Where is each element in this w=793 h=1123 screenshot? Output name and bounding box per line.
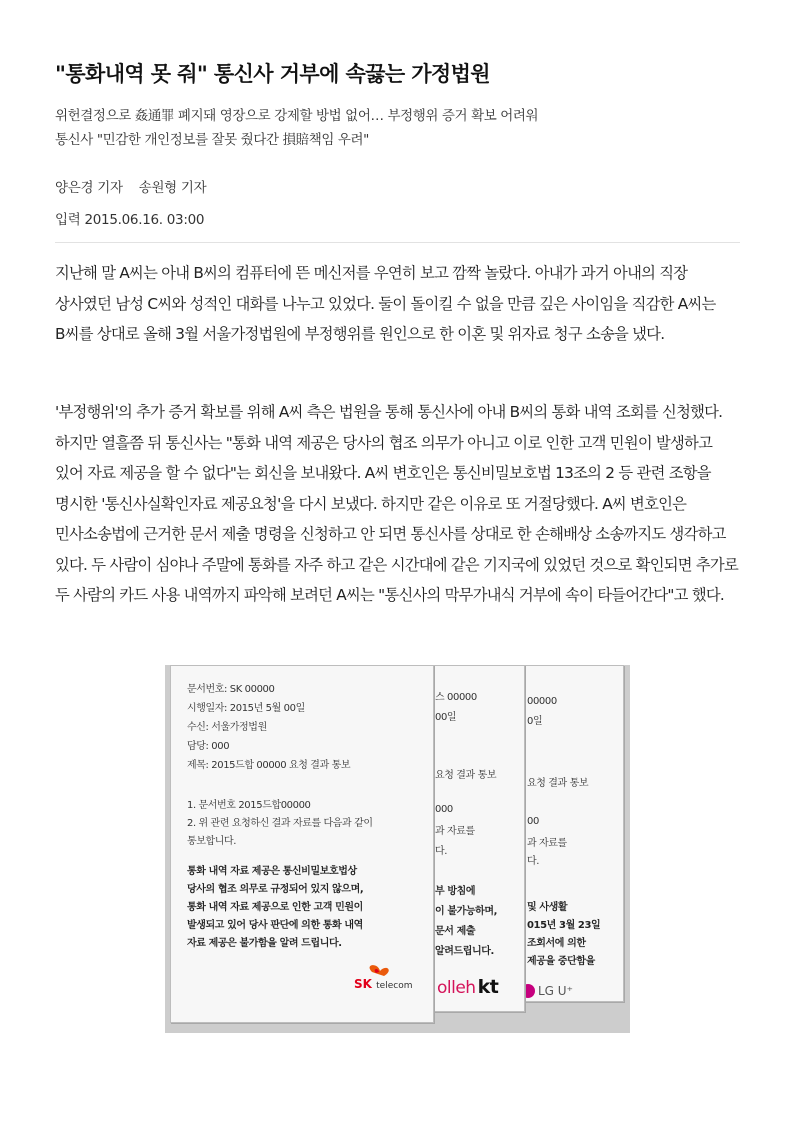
doc-bold-line: 알려드립니다.	[435, 946, 494, 957]
doc-line: 다.	[527, 856, 540, 867]
lg-uplus-document	[510, 665, 624, 1002]
doc-item-line: 통보합니다.	[187, 836, 237, 847]
doc-bold-line: 문서 제출	[435, 926, 476, 937]
author-link[interactable]: 양은경 기자	[55, 180, 123, 196]
doc-bold-line: 통화 내역 자료 제공은 통신비밀보호법상	[187, 866, 357, 877]
doc-line: 과 자료를	[527, 838, 567, 849]
doc-bold-line: 이 불가능하며,	[435, 906, 498, 917]
doc-bold-line: 통화 내역 자료 제공으로 인한 고객 민원이	[187, 902, 363, 913]
sk-telecom-document	[170, 665, 434, 1023]
sk-telecom-logo	[354, 962, 424, 992]
subheadline: 통신사 "민감한 개인정보를 잘못 줬다간 損賠책임 우려"	[55, 132, 369, 148]
divider	[55, 242, 740, 243]
olleh-kt-logo: olleh kt	[437, 976, 499, 998]
doc-header-line: 문서번호: SK 00000	[187, 684, 275, 695]
doc-bold-line: 발생되고 있어 당사 판단에 의한 통화 내역	[187, 920, 363, 931]
doc-bold-line: 당사의 협조 의무로 규정되어 있지 않으며,	[187, 884, 364, 895]
doc-bold-line: 015년 3월 23일	[527, 920, 601, 931]
doc-line: 다.	[435, 846, 448, 857]
doc-bold-line: 제공을 중단함을	[527, 956, 595, 967]
doc-line: 00일	[435, 712, 457, 723]
doc-bold-line: 부 방침에	[435, 886, 476, 897]
doc-bold-line: 조회서에 의한	[527, 938, 586, 949]
doc-header-line: 담당: 000	[187, 741, 230, 752]
doc-item-line: 1. 문서번호 2015드합00000	[187, 800, 311, 811]
doc-line: 00000	[527, 696, 557, 707]
article-paragraph: '부정행위'의 추가 증거 확보를 위해 A씨 측은 법원을 통해 통신사에 아내 B씨의 통화 내역 조회를 신청했다. 하지만 열흘쯤 뒤 통신사는 "통화 내역 제공은 당사의 협조 의무가 아니고 이로 인한 고객 민원이 발생하고 있어 자료 제공을 할 수 없다"는 회신을 보내왔다. A씨 변호인은 통신비밀보호법 13조의 2 등 관련 조항을 명시한 '통신사실확인자료 제공요청'을 다시 보냈다. 하지만 같은 이유로 또 거절당했다. A씨 변호인은 민사소송법에 근거한 문서 제출 명령을 신청하고 안 되면 통신사를 상대로 한 손해배상 소송까지도 생각하고 있다. 두 사람이 심야나 주말에 통화를 자주 하고 같은 시간대에 같은 기지국에 있었던 것으로 확인되면 추가로 두 사람의 카드 사용 내역까지 파악해 보려던 A씨는 "통신사의 막무가내식 거부에 속이 타들어간다"고 했다.	[55, 403, 738, 604]
article-paragraph: 지난해 말 A씨는 아내 B씨의 컴퓨터에 뜬 메신저를 우연히 보고 깜짝 놀랐다. 아내가 과거 아내의 직장 상사였던 남성 C씨와 성적인 대화를 나누고 있었다. 둘이 돌이킬 수 없을 만큼 깊은 사이임을 직감한 A씨는 B씨를 상대로 올해 3월 서울가정법원에 부정행위를 원인으로 한 이혼 및 위자료 청구 소송을 냈다.	[55, 264, 716, 343]
doc-bold-line: 및 사생활	[527, 902, 568, 913]
kt-document	[418, 665, 525, 1012]
doc-line: 과 자료를	[435, 826, 475, 837]
doc-header-line: 수신: 서울가정법원	[187, 722, 267, 733]
author-link[interactable]: 송원형 기자	[138, 180, 207, 196]
doc-header-line: 제목: 2015드합 00000 요청 결과 통보	[187, 760, 351, 771]
sk-logo-text: SK telecom	[354, 977, 413, 991]
doc-bold-line: 자료 제공은 불가함을 알려 드립니다.	[187, 938, 342, 949]
publish-date: 입력 2015.06.16. 03:00	[55, 212, 205, 228]
doc-line: 요청 결과 통보	[435, 770, 497, 781]
headline: "통화내역 못 줘" 통신사 거부에 속끓는 가정법원	[55, 62, 490, 86]
subheadline: 위헌결정으로 姦通罪 폐지돼 영장으로 강제할 방법 없어… 부정행위 증거 확보 어려워	[55, 108, 539, 124]
doc-line: 00	[527, 816, 539, 827]
doc-item-line: 2. 위 관련 요청하신 결과 자료를 다음과 같이	[187, 818, 373, 829]
doc-line: 요청 결과 통보	[527, 778, 589, 789]
doc-line: 스 00000	[435, 692, 477, 703]
doc-line: 000	[435, 804, 453, 815]
byline	[55, 176, 206, 196]
doc-line: 0일	[527, 716, 543, 727]
article-photo	[165, 665, 630, 1033]
subheadline-block	[55, 104, 538, 152]
doc-header-line: 시행일자: 2015년 5월 00일	[187, 703, 305, 714]
lg-uplus-logo: LG U⁺	[521, 984, 573, 998]
